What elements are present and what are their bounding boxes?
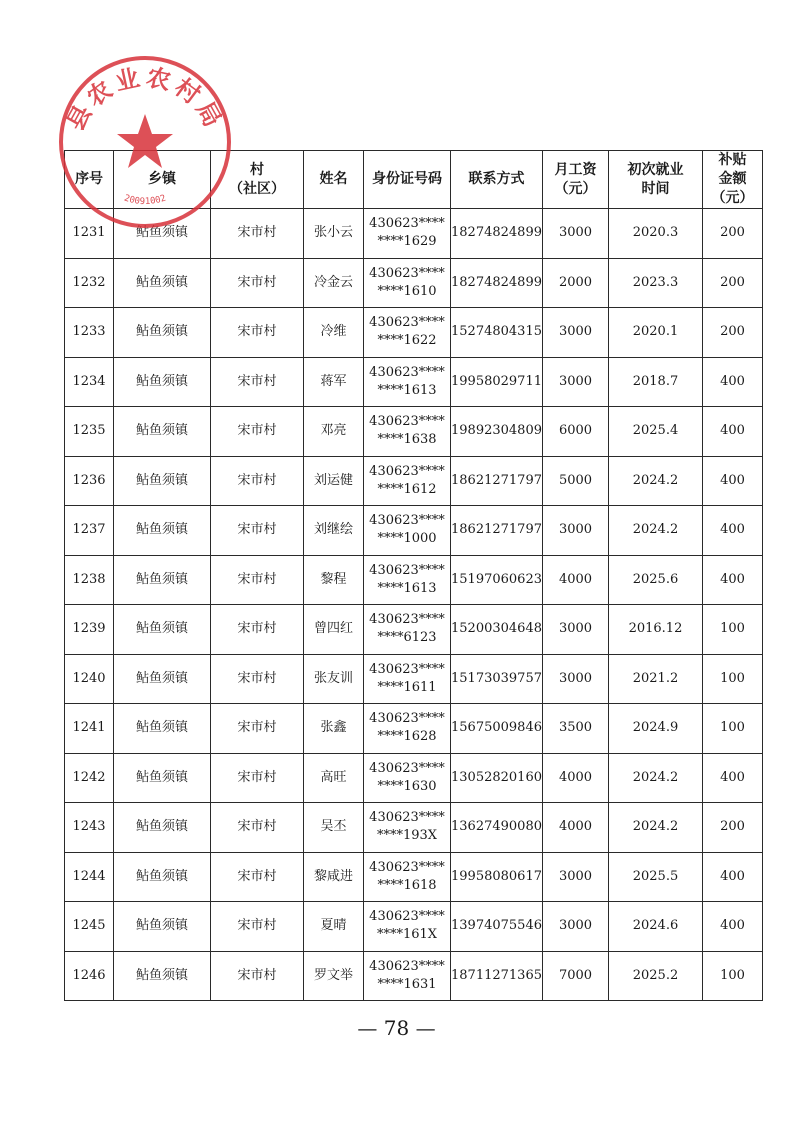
cell-phone: 15173039757: [451, 654, 543, 704]
cell-name: 刘继绘: [304, 506, 364, 556]
cell-town: 鲇鱼须镇: [114, 506, 211, 556]
cell-amount: 400: [702, 506, 762, 556]
table-row: [65, 308, 763, 358]
table-row: [65, 654, 763, 704]
cell-date: 2023.3: [608, 258, 702, 308]
cell-date: 2025.2: [608, 951, 702, 1001]
id-line-2: ****193X: [376, 828, 438, 844]
cell-village: 宋市村: [211, 852, 304, 902]
header-date: [608, 151, 702, 209]
cell-date: 2018.7: [608, 357, 702, 407]
table-row: [65, 803, 763, 853]
cell-wage: 3000: [542, 654, 608, 704]
cell-amount: 400: [702, 852, 762, 902]
cell-no: 1244: [65, 852, 114, 902]
cell-village: 宋市村: [211, 506, 304, 556]
header-phone: 联系方式: [451, 151, 543, 209]
cell-name: 高旺: [304, 753, 364, 803]
cell-wage: 4000: [542, 555, 608, 605]
id-line-1: 430623****: [369, 562, 445, 578]
cell-no: 1237: [65, 506, 114, 556]
header-village-line: 村: [250, 161, 264, 178]
header-id: 身份证号码: [364, 151, 451, 209]
cell-town: 鲇鱼须镇: [114, 308, 211, 358]
cell-wage: 5000: [542, 456, 608, 506]
id-line-2: ****1631: [377, 976, 437, 992]
cell-village: 宋市村: [211, 803, 304, 853]
id-line-2: ****1630: [377, 778, 437, 794]
cell-town: 鲇鱼须镇: [114, 258, 211, 308]
id-line-1: 430623****: [369, 760, 445, 776]
table-row: [65, 852, 763, 902]
cell-id: [364, 654, 451, 704]
header-wage: [542, 151, 608, 209]
cell-date: 2024.9: [608, 704, 702, 754]
cell-id: [364, 753, 451, 803]
cell-wage: 3000: [542, 605, 608, 655]
header-wage-line: 月工资: [554, 161, 597, 178]
cell-no: 1245: [65, 902, 114, 952]
cell-id: [364, 555, 451, 605]
cell-town: 鲇鱼须镇: [114, 852, 211, 902]
cell-phone: 15675009846: [451, 704, 543, 754]
cell-phone: 18711271365: [451, 951, 543, 1001]
cell-town: 鲇鱼须镇: [114, 456, 211, 506]
id-line-2: ****1613: [377, 580, 437, 596]
cell-id: [364, 456, 451, 506]
cell-name: 冷维: [304, 308, 364, 358]
cell-town: 鲇鱼须镇: [114, 803, 211, 853]
table-row: [65, 605, 763, 655]
id-line-2: ****1629: [377, 234, 437, 250]
cell-id: [364, 506, 451, 556]
id-line-2: ****1638: [377, 432, 437, 448]
id-line-1: 430623****: [369, 315, 445, 331]
table-row: [65, 209, 763, 259]
cell-phone: 13627490080: [451, 803, 543, 853]
id-line-2: ****1610: [377, 283, 437, 299]
cell-id: [364, 209, 451, 259]
cell-town: 鲇鱼须镇: [114, 605, 211, 655]
id-line-1: 430623****: [369, 711, 445, 727]
cell-date: 2020.1: [608, 308, 702, 358]
table-row: [65, 753, 763, 803]
cell-name: 黎程: [304, 555, 364, 605]
cell-village: 宋市村: [211, 654, 304, 704]
cell-name: 夏晴: [304, 902, 364, 952]
header-no: 序号: [65, 151, 114, 209]
cell-amount: 400: [702, 902, 762, 952]
cell-wage: 3000: [542, 852, 608, 902]
cell-town: 鲇鱼须镇: [114, 704, 211, 754]
cell-date: 2024.2: [608, 506, 702, 556]
cell-town: 鲇鱼须镇: [114, 902, 211, 952]
id-line-1: 430623****: [369, 513, 445, 529]
cell-no: 1246: [65, 951, 114, 1001]
cell-amount: 400: [702, 357, 762, 407]
cell-no: 1241: [65, 704, 114, 754]
cell-village: 宋市村: [211, 258, 304, 308]
cell-amount: 100: [702, 951, 762, 1001]
cell-town: 鲇鱼须镇: [114, 209, 211, 259]
seal-text: 县农业农村局: [61, 63, 229, 136]
cell-phone: 13974075546: [451, 902, 543, 952]
cell-date: 2024.2: [608, 456, 702, 506]
cell-phone: 15274804315: [451, 308, 543, 358]
cell-id: [364, 902, 451, 952]
id-line-2: ****6123: [377, 630, 437, 646]
cell-wage: 2000: [542, 258, 608, 308]
cell-amount: 200: [702, 803, 762, 853]
id-line-2: ****1613: [377, 382, 437, 398]
id-line-1: 430623****: [369, 810, 445, 826]
id-line-1: 430623****: [369, 859, 445, 875]
cell-phone: 19892304809: [451, 407, 543, 457]
cell-amount: 200: [702, 308, 762, 358]
cell-village: 宋市村: [211, 605, 304, 655]
cell-amount: 400: [702, 753, 762, 803]
cell-amount: 400: [702, 456, 762, 506]
table-header-row: [65, 151, 763, 209]
cell-no: 1234: [65, 357, 114, 407]
cell-amount: 100: [702, 605, 762, 655]
cell-village: 宋市村: [211, 407, 304, 457]
header-wage-line: （元）: [554, 180, 597, 197]
cell-no: 1239: [65, 605, 114, 655]
cell-no: 1233: [65, 308, 114, 358]
cell-name: 张友训: [304, 654, 364, 704]
id-line-2: ****1622: [377, 333, 437, 349]
table-row: [65, 902, 763, 952]
header-amount-line: 金额: [718, 171, 747, 187]
cell-date: 2025.6: [608, 555, 702, 605]
cell-name: 黎咸进: [304, 852, 364, 902]
header-date-line: 初次就业: [627, 161, 684, 178]
header-amount: [702, 151, 762, 209]
cell-no: 1238: [65, 555, 114, 605]
cell-village: 宋市村: [211, 902, 304, 952]
id-line-1: 430623****: [369, 414, 445, 430]
cell-wage: 3000: [542, 209, 608, 259]
cell-no: 1240: [65, 654, 114, 704]
header-village: [211, 151, 304, 209]
cell-amount: 400: [702, 555, 762, 605]
table-row: [65, 407, 763, 457]
cell-town: 鲇鱼须镇: [114, 753, 211, 803]
cell-phone: 18621271797: [451, 506, 543, 556]
cell-wage: 3000: [542, 357, 608, 407]
subsidy-roster-table: [64, 150, 763, 1001]
table-row: [65, 506, 763, 556]
cell-id: [364, 803, 451, 853]
cell-amount: 400: [702, 407, 762, 457]
page-number: — 78 —: [357, 1016, 436, 1040]
header-date-line: 时间: [641, 180, 670, 197]
cell-amount: 100: [702, 654, 762, 704]
table-body: [65, 209, 763, 1001]
cell-date: 2016.12: [608, 605, 702, 655]
cell-phone: 15197060623: [451, 555, 543, 605]
id-line-2: ****1612: [377, 481, 437, 497]
cell-phone: 18274824899: [451, 209, 543, 259]
cell-town: 鲇鱼须镇: [114, 555, 211, 605]
cell-name: 曾四红: [304, 605, 364, 655]
cell-id: [364, 605, 451, 655]
table-row: [65, 357, 763, 407]
cell-village: 宋市村: [211, 209, 304, 259]
id-line-1: 430623****: [369, 958, 445, 974]
id-line-2: ****1628: [377, 729, 437, 745]
header-amount-line: 补贴: [718, 152, 747, 168]
cell-town: 鲇鱼须镇: [114, 951, 211, 1001]
cell-id: [364, 951, 451, 1001]
cell-amount: 200: [702, 209, 762, 259]
cell-phone: 19958029711: [451, 357, 543, 407]
table-row: [65, 555, 763, 605]
cell-village: 宋市村: [211, 308, 304, 358]
id-line-1: 430623****: [369, 909, 445, 925]
cell-phone: 19958080617: [451, 852, 543, 902]
cell-wage: 4000: [542, 803, 608, 853]
cell-wage: 7000: [542, 951, 608, 1001]
cell-id: [364, 357, 451, 407]
cell-name: 罗文举: [304, 951, 364, 1001]
header-village-line: （社区）: [229, 180, 285, 197]
cell-name: 冷金云: [304, 258, 364, 308]
cell-village: 宋市村: [211, 704, 304, 754]
cell-amount: 100: [702, 704, 762, 754]
table-row: [65, 258, 763, 308]
id-line-1: 430623****: [369, 216, 445, 232]
table-row: [65, 456, 763, 506]
cell-town: 鲇鱼须镇: [114, 407, 211, 457]
cell-wage: 4000: [542, 753, 608, 803]
cell-id: [364, 704, 451, 754]
cell-name: 吴丕: [304, 803, 364, 853]
cell-phone: 15200304648: [451, 605, 543, 655]
cell-name: 张小云: [304, 209, 364, 259]
cell-date: 2020.3: [608, 209, 702, 259]
id-line-1: 430623****: [369, 265, 445, 281]
table-row: [65, 951, 763, 1001]
cell-no: 1236: [65, 456, 114, 506]
cell-wage: 6000: [542, 407, 608, 457]
cell-name: 蒋军: [304, 357, 364, 407]
id-line-1: 430623****: [369, 463, 445, 479]
cell-village: 宋市村: [211, 357, 304, 407]
cell-no: 1242: [65, 753, 114, 803]
cell-date: 2024.2: [608, 753, 702, 803]
cell-id: [364, 258, 451, 308]
cell-wage: 3000: [542, 308, 608, 358]
header-name: 姓名: [304, 151, 364, 209]
cell-id: [364, 308, 451, 358]
cell-no: 1243: [65, 803, 114, 853]
cell-village: 宋市村: [211, 951, 304, 1001]
seal-code: 20091002: [122, 193, 168, 208]
cell-name: 邓亮: [304, 407, 364, 457]
cell-phone: 18274824899: [451, 258, 543, 308]
id-line-2: ****161X: [376, 927, 438, 943]
cell-amount: 200: [702, 258, 762, 308]
cell-name: 刘运健: [304, 456, 364, 506]
cell-name: 张鑫: [304, 704, 364, 754]
id-line-2: ****1611: [377, 679, 437, 695]
cell-date: 2025.5: [608, 852, 702, 902]
table-row: [65, 704, 763, 754]
id-line-2: ****1618: [377, 877, 437, 893]
header-town: 乡镇: [114, 151, 211, 209]
cell-no: 1232: [65, 258, 114, 308]
cell-date: 2024.2: [608, 803, 702, 853]
cell-no: 1231: [65, 209, 114, 259]
cell-town: 鲇鱼须镇: [114, 654, 211, 704]
cell-town: 鲇鱼须镇: [114, 357, 211, 407]
header-amount-line: （元）: [711, 190, 754, 206]
cell-date: 2021.2: [608, 654, 702, 704]
id-line-1: 430623****: [369, 364, 445, 380]
cell-phone: 18621271797: [451, 456, 543, 506]
cell-village: 宋市村: [211, 456, 304, 506]
cell-date: 2024.6: [608, 902, 702, 952]
cell-id: [364, 852, 451, 902]
id-line-1: 430623****: [369, 661, 445, 677]
cell-wage: 3500: [542, 704, 608, 754]
cell-wage: 3000: [542, 902, 608, 952]
cell-village: 宋市村: [211, 555, 304, 605]
cell-phone: 13052820160: [451, 753, 543, 803]
cell-date: 2025.4: [608, 407, 702, 457]
id-line-1: 430623****: [369, 612, 445, 628]
cell-village: 宋市村: [211, 753, 304, 803]
cell-id: [364, 407, 451, 457]
cell-no: 1235: [65, 407, 114, 457]
cell-wage: 3000: [542, 506, 608, 556]
id-line-2: ****1000: [377, 531, 437, 547]
